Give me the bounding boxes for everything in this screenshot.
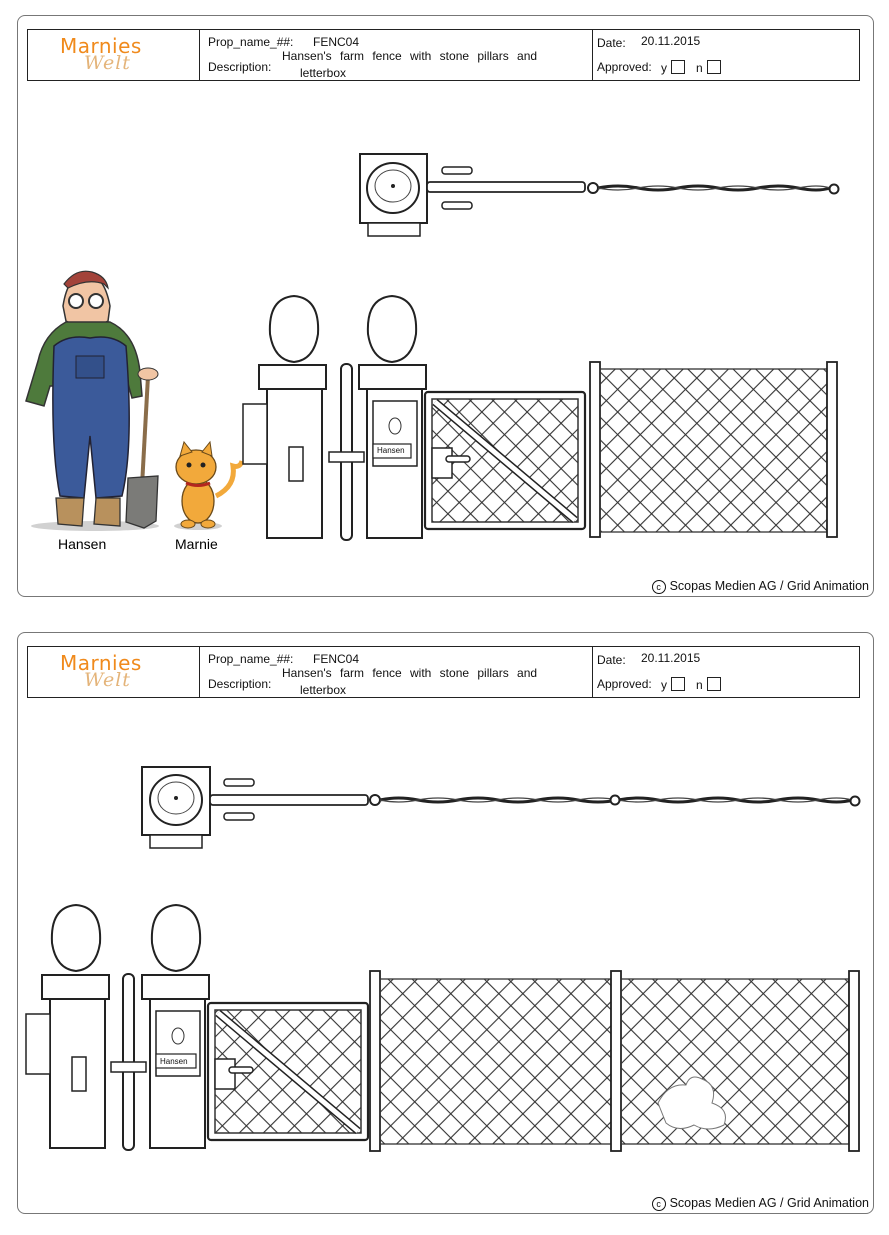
description-label: Description: [208, 60, 272, 74]
copyright-text: Scopas Medien AG / Grid Animation [669, 1196, 869, 1210]
prop-name-value: FENC04 [313, 35, 360, 49]
date-value: 20.11.2015 [641, 34, 701, 48]
description-label: Description: [208, 677, 272, 691]
top-view [360, 154, 839, 236]
copyright-text: Scopas Medien AG / Grid Animation [669, 579, 869, 593]
copyright-icon: c [652, 580, 666, 594]
approved-label: Approved: [597, 60, 652, 74]
marnie-character [174, 442, 242, 530]
date-label: Date: [597, 36, 626, 50]
approve-yes-label: y [661, 678, 667, 692]
fence-drawing-1 [18, 16, 873, 596]
hansen-character [26, 271, 159, 531]
date-value: 20.11.2015 [641, 651, 701, 665]
logo-marnies: Marnies [60, 651, 142, 675]
concept-sheet-2 [17, 632, 874, 1214]
approve-no-label: n [696, 61, 703, 75]
mailbox-nameplate: Hansen [160, 1057, 188, 1066]
top-view [142, 767, 860, 848]
description-line-2: letterbox [300, 66, 347, 80]
date-label: Date: [597, 653, 626, 667]
logo-welt: Welt [84, 52, 131, 74]
copyright-icon: c [652, 1197, 666, 1211]
approve-yes-label: y [661, 61, 667, 75]
description-line-1: Hansen's farm fence with stone pillars and [282, 49, 538, 63]
mailbox-nameplate: Hansen [377, 446, 405, 455]
concept-sheet-1 [17, 15, 874, 597]
prop-name-label: Prop_name_##: [208, 35, 294, 49]
prop-name-value: FENC04 [313, 652, 360, 666]
fence-drawing-2 [18, 633, 873, 1213]
logo-welt: Welt [84, 669, 131, 691]
front-view [243, 296, 837, 540]
logo-marnies: Marnies [60, 34, 142, 58]
approve-no-label: n [696, 678, 703, 692]
description-line-2: letterbox [300, 683, 347, 697]
prop-name-label: Prop_name_##: [208, 652, 294, 666]
approved-label: Approved: [597, 677, 652, 691]
copyright-notice [652, 1196, 869, 1211]
description-line-1: Hansen's farm fence with stone pillars and [282, 666, 538, 680]
label-hansen: Hansen [58, 536, 107, 552]
copyright-notice [652, 579, 869, 594]
front-view [26, 905, 859, 1151]
label-marnie: Marnie [175, 536, 218, 552]
